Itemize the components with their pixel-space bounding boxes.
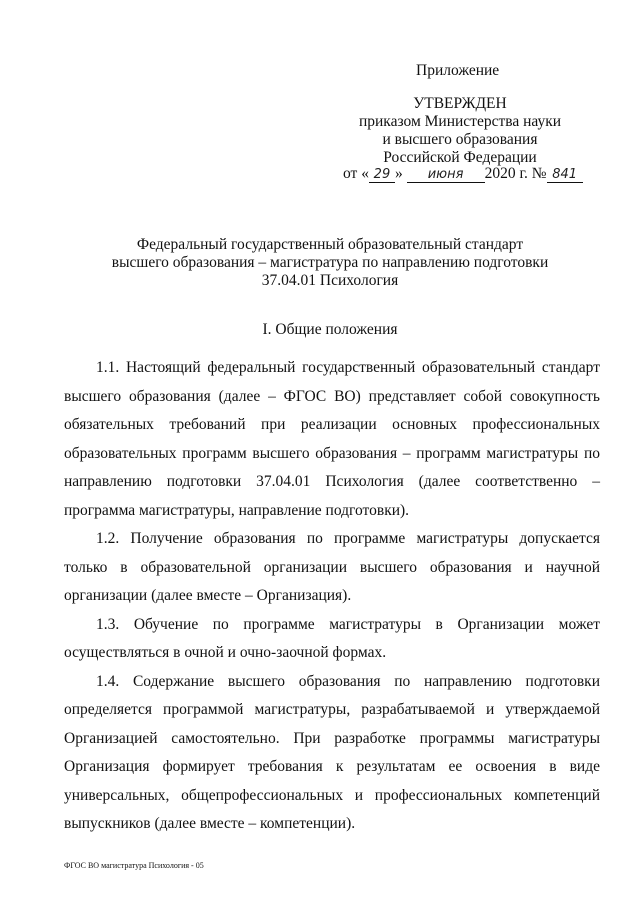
- approval-line: и высшего образования: [382, 131, 538, 148]
- section-heading: I. Общие положения: [262, 321, 398, 338]
- approval-line: приказом Министерства науки: [358, 113, 562, 130]
- body-text: [64, 354, 600, 839]
- handwritten-order-number: 841: [547, 168, 583, 183]
- date-year: 2020 г. №: [484, 165, 547, 182]
- handwritten-month: июня: [407, 168, 485, 183]
- paragraph-1-2: 1.2. Получение образования по программе магистратуры допускается только в образовательной организации высшего образования и научной организации (далее вместе – Организация).: [64, 530, 600, 604]
- title-line: Федеральный государственный образовательный стандарт: [136, 236, 524, 253]
- date-mid: »: [394, 165, 403, 182]
- document-title: [80, 236, 580, 290]
- page-footer: ФГОС ВО магистратура Психология - 05: [64, 861, 204, 870]
- handwritten-day: 29: [369, 168, 395, 183]
- approval-line: УТВЕРЖДЕН: [413, 95, 507, 112]
- order-date-line: [343, 165, 583, 183]
- paragraph-1-4: 1.4. Содержание высшего образования по направлению подготовки определяется программой магистратуры, разрабатываемой и утверждаемой Организацией самостоятельно. При разработке программы магистратуры Организация формирует требования к результатам ее освоения в виде универсальных, общепрофессиональных и профессиональных компетенций выпускников (далее вместе – компетенции).: [64, 672, 600, 832]
- approval-block: [330, 95, 590, 167]
- title-line: высшего образования – магистратура по направлению подготовки: [111, 254, 549, 271]
- paragraph-1-3: 1.3. Обучение по программе магистратуры в Организации может осуществляться в очной и очно-заочной формах.: [64, 615, 600, 661]
- appendix-label: Приложение: [416, 62, 500, 79]
- title-line: 37.04.01 Психология: [261, 272, 399, 289]
- paragraph-1-1: 1.1. Настоящий федеральный государственный образовательный стандарт высшего образования (далее – ФГОС ВО) представляет собой совокупность обязательных требований при реализации основных профессиональных образовательных программ высшего образования – программ магистратуры по направлению подготовки 37.04.01 Психология (далее соответственно – программа магистратуры, направление подготовки).: [64, 359, 600, 519]
- approval-line: Российской Федерации: [383, 149, 537, 166]
- date-prefix: от «: [343, 165, 369, 182]
